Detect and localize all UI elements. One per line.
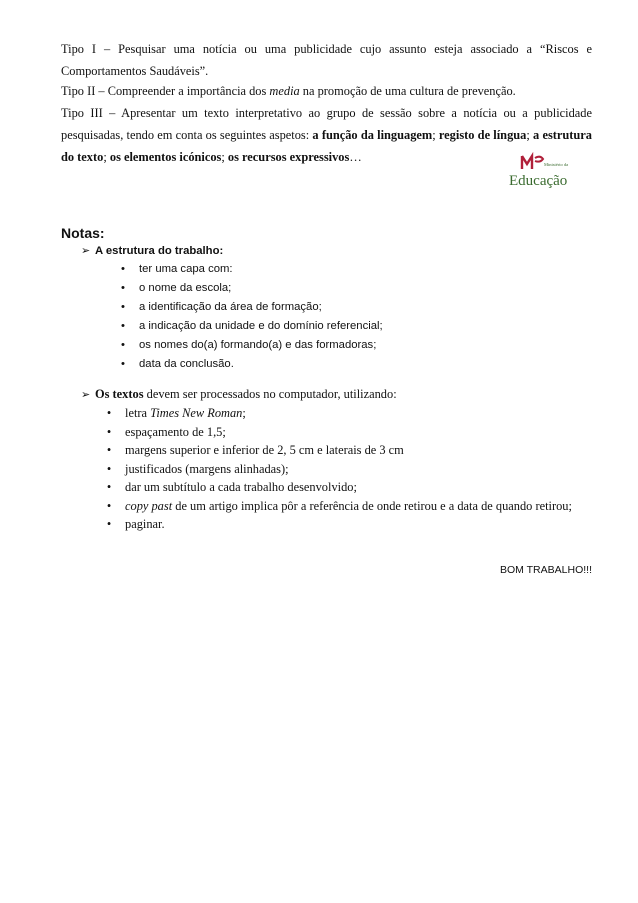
separator: ; <box>432 128 439 142</box>
separator: ; <box>526 128 534 142</box>
list-item-text: paginar. <box>125 517 165 531</box>
notas-title: Notas: <box>61 225 105 241</box>
aspect-funcao-linguagem: a função da linguagem <box>312 128 433 142</box>
bullet-icon: • <box>121 282 125 294</box>
arrow-bullet-icon: ➢ <box>81 389 91 401</box>
bullet-icon: • <box>106 517 112 531</box>
list-item-italic: Times New Roman <box>150 406 243 420</box>
list-item <box>105 515 572 534</box>
textos-list <box>105 404 572 534</box>
logo-small-text: Ministério da <box>544 162 569 167</box>
bullet-icon: • <box>121 301 125 313</box>
list-item <box>119 298 383 317</box>
list-item-text: justificados (margens alinhadas); <box>125 461 289 476</box>
arrow-bullet-icon: ➢ <box>81 245 91 257</box>
list-item <box>105 404 572 423</box>
bullet-icon: • <box>106 498 112 513</box>
bullet-icon: • <box>106 443 112 457</box>
list-item-text: ter uma capa com: <box>139 263 233 275</box>
bullet-icon: • <box>106 406 112 420</box>
logo-monogram <box>522 156 543 169</box>
list-item-text: o nome da escola; <box>139 282 232 294</box>
ellipsis: … <box>349 150 362 164</box>
bullet-icon: • <box>121 320 125 332</box>
media-term: media <box>269 84 300 98</box>
list-item-text: a identificação da área de formação; <box>139 301 322 313</box>
paragraph-tipo-2 <box>61 80 592 102</box>
section-heading-bold: Os textos <box>95 387 144 401</box>
section-heading <box>81 385 572 404</box>
paragraph-tipo-1-text: Tipo I – Pesquisar uma notícia ou uma publicidade cujo assunto esteja associado a “Riscos e Comportamentos Saudáveis”. <box>61 42 592 78</box>
logo-main-text: Educação <box>509 173 568 189</box>
bullet-icon: • <box>106 461 112 476</box>
paragraph-tipo-2-text-end: na promoção de uma cultura de prevenção. <box>299 84 516 98</box>
bullet-icon: • <box>121 339 125 351</box>
notas-section-estrutura <box>81 242 383 374</box>
list-item-text: dar um subtítulo a cada trabalho desenvolvido; <box>125 480 357 494</box>
separator: ; <box>103 150 110 164</box>
paragraph-tipo-3-text: Tipo III – Apresentar um texto interpretativo ao grupo de sessão sobre a notícia ou a publicidade pesquisadas, tendo em conta os seguintes aspetos: <box>61 106 592 142</box>
list-item-italic: copy past <box>125 498 173 513</box>
aspect-recursos-expressivos: os recursos expressivos <box>227 150 350 164</box>
list-item <box>105 423 572 442</box>
section-heading-text: devem ser processados no computador, utilizando: <box>143 387 397 401</box>
list-item <box>105 441 572 460</box>
list-item-text: a indicação da unidade e do domínio referencial; <box>139 320 383 332</box>
aspect-registo-lingua: registo de língua <box>438 128 527 142</box>
list-item-text: margens superior e inferior de 2, 5 cm e laterais de 3 cm <box>125 443 404 457</box>
notas-section-textos <box>81 385 572 534</box>
bullet-icon: • <box>106 424 112 439</box>
list-item <box>119 260 383 279</box>
list-item-text: data da conclusão. <box>139 358 234 370</box>
list-item <box>119 317 383 336</box>
list-item-text-end: de um artigo implica pôr a referência de onde retirou e a data de quando retirou; <box>172 498 572 513</box>
list-item <box>105 478 572 497</box>
list-item <box>105 497 572 516</box>
paragraph-tipo-1 <box>61 38 592 82</box>
ministerio-educacao-logo <box>507 152 569 194</box>
section-heading <box>81 242 383 260</box>
estrutura-list <box>119 260 383 374</box>
list-item <box>119 279 383 298</box>
bullet-icon: • <box>121 358 125 370</box>
aspect-elementos-iconicos: os elementos icónicos <box>109 150 222 164</box>
list-item-text: os nomes do(a) formando(a) e das formadoras; <box>139 339 377 351</box>
list-item <box>119 336 383 355</box>
aspect-estrutura-texto: a estrutura do texto <box>61 128 592 164</box>
list-item-text: letra <box>125 406 151 420</box>
list-item-text-end: ; <box>242 406 246 420</box>
paragraph-tipo-2-text: Tipo II – Compreender a importância dos <box>61 84 270 98</box>
list-item-text: espaçamento de 1,5; <box>125 424 226 439</box>
separator: ; <box>221 150 228 164</box>
section-heading-text: A estrutura do trabalho: <box>95 245 224 257</box>
bullet-icon: • <box>106 480 112 494</box>
list-item <box>105 460 572 479</box>
list-item <box>119 355 383 374</box>
closing-message: BOM TRABALHO!!! <box>500 564 592 576</box>
bullet-icon: • <box>121 263 125 275</box>
